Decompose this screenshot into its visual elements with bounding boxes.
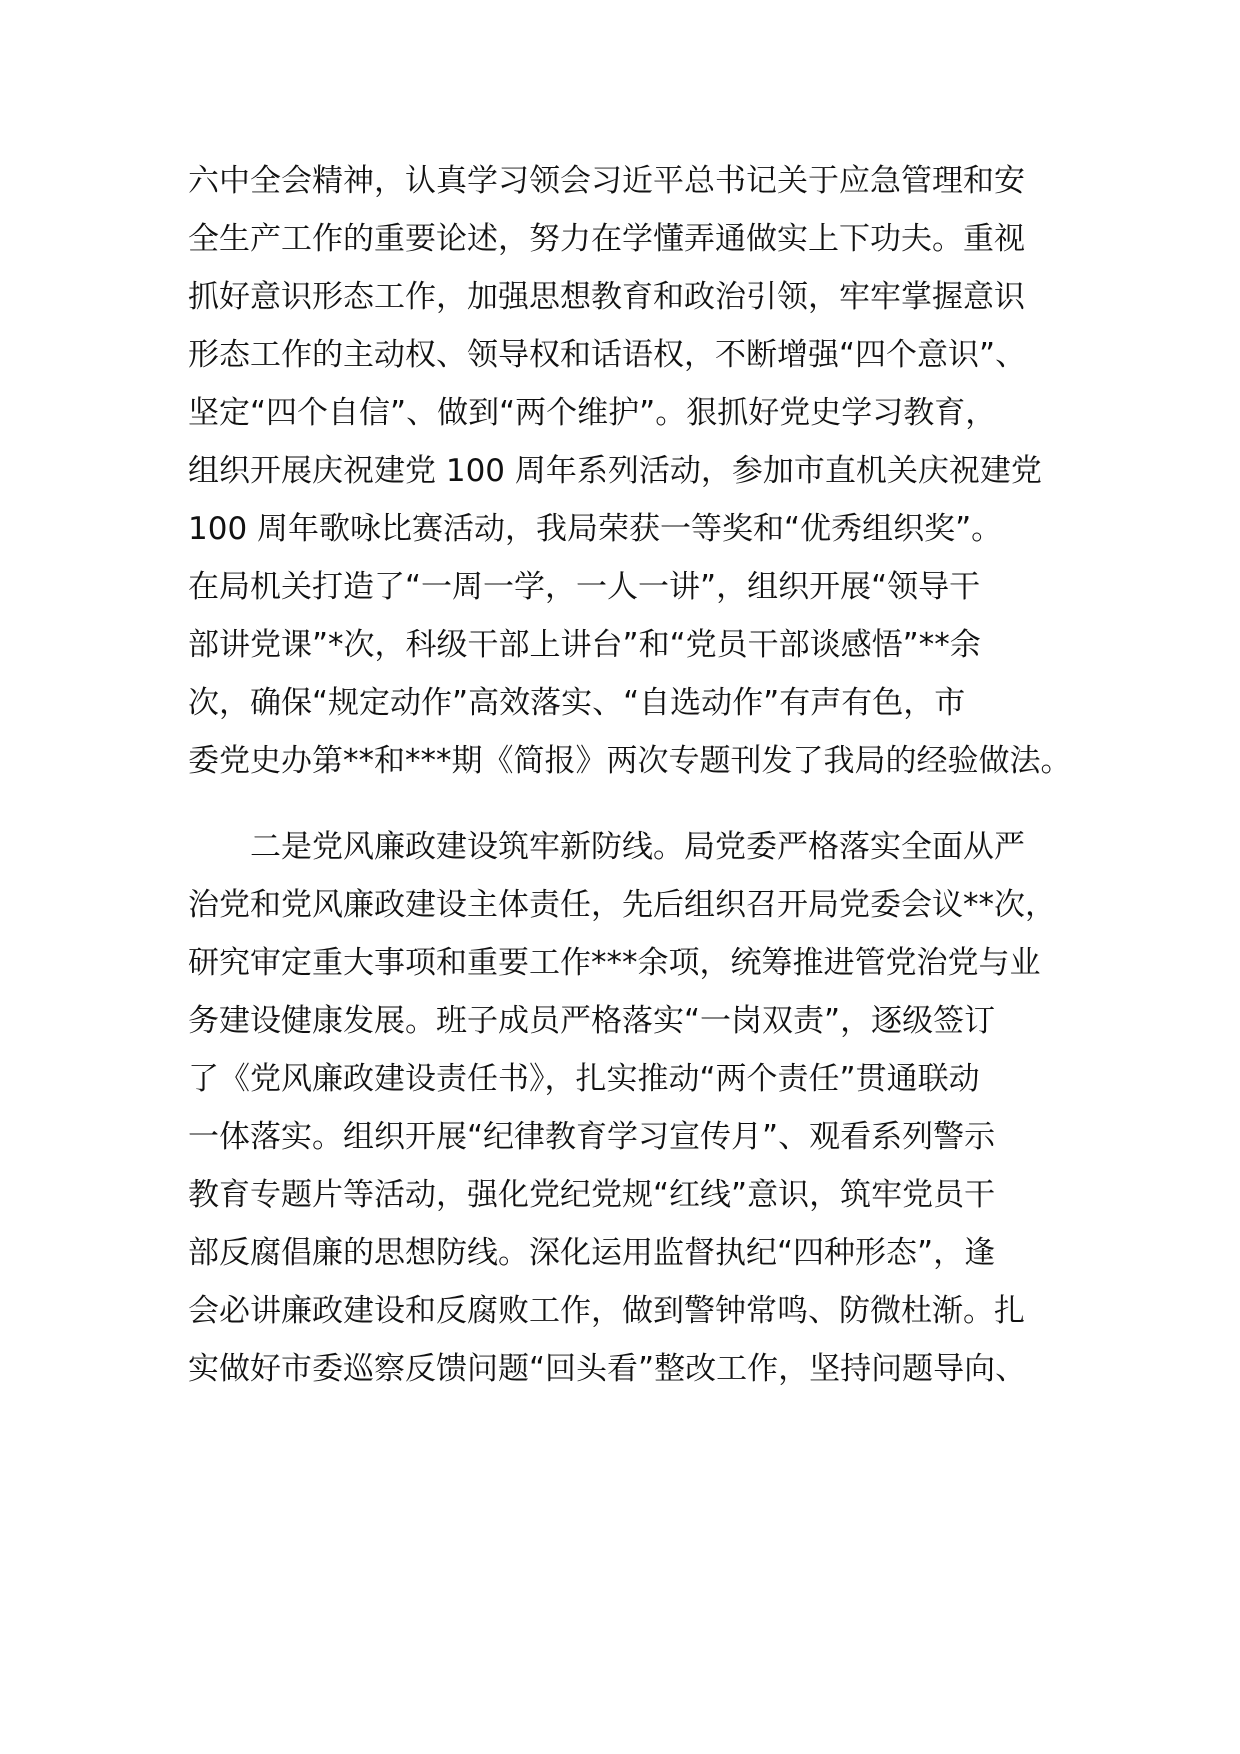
paragraph-2-line-4: 务建设健康发展。班子成员严格落实“一岗双责”，逐级签订 (188, 1003, 996, 1039)
paragraph-1-line-7: 100 周年歌咏比赛活动，我局荣获一等奖和“优秀组织奖”。 (188, 511, 1003, 547)
paragraph-1-line-9: 部讲党课”*次，科级干部上讲台”和“党员干部谈感悟”**余 (188, 627, 981, 663)
paragraph-1-line-4: 形态工作的主动权、领导权和话语权，不断增强“四个意识”、 (188, 337, 1027, 373)
paragraph-2-line-1: 二是党风廉政建设筑牢新防线。局党委严格落实全面从严 (250, 829, 1025, 865)
paragraph-2-line-10: 实做好市委巡察反馈问题“回头看”整改工作，坚持问题导向、 (188, 1351, 1027, 1387)
paragraph-2-line-9: 会必讲廉政建设和反腐败工作，做到警钟常鸣、防微杜渐。扎 (188, 1293, 1025, 1329)
paragraph-2-line-3: 研究审定重大事项和重要工作***余项，统筹推进管党治党与业 (188, 945, 1041, 981)
paragraph-1-line-10: 次，确保“规定动作”高效落实、“自选动作”有声有色，市 (188, 685, 966, 721)
paragraph-1-line-3: 抓好意识形态工作，加强思想教育和政治引领，牢牢掌握意识 (188, 279, 1025, 315)
paragraph-2-line-7: 教育专题片等活动，强化党纪党规“红线”意识，筑牢党员干 (188, 1177, 996, 1213)
paragraph-1-line-5: 坚定“四个自信”、做到“两个维护”。狠抓好党史学习教育， (188, 395, 997, 431)
paragraph-1-line-11: 委党史办第**和***期《简报》两次专题刊发了我局的经验做法。 (188, 743, 1072, 779)
paragraph-2-line-5: 了《党风廉政建设责任书》，扎实推动“两个责任”贯通联动 (188, 1061, 980, 1097)
paragraph-2-line-2: 治党和党风廉政建设主体责任，先后组织召开局党委会议**次， (188, 887, 1056, 923)
paragraph-1-line-2: 全生产工作的重要论述，努力在学懂弄通做实上下功夫。重视 (188, 221, 1025, 257)
paragraph-2-line-8: 部反腐倡廉的思想防线。深化运用监督执纪“四种形态”，逢 (188, 1235, 996, 1271)
paragraph-1-line-8: 在局机关打造了“一周一学，一人一讲”，组织开展“领导干 (188, 569, 981, 605)
paragraph-1-line-6: 组织开展庆祝建党 100 周年系列活动，参加市直机关庆祝建党 (188, 453, 1042, 489)
paragraph-2-line-6: 一体落实。组织开展“纪律教育学习宣传月”、观看系列警示 (188, 1119, 996, 1155)
paragraph-1-line-1: 六中全会精神，认真学习领会习近平总书记关于应急管理和安 (188, 163, 1025, 199)
